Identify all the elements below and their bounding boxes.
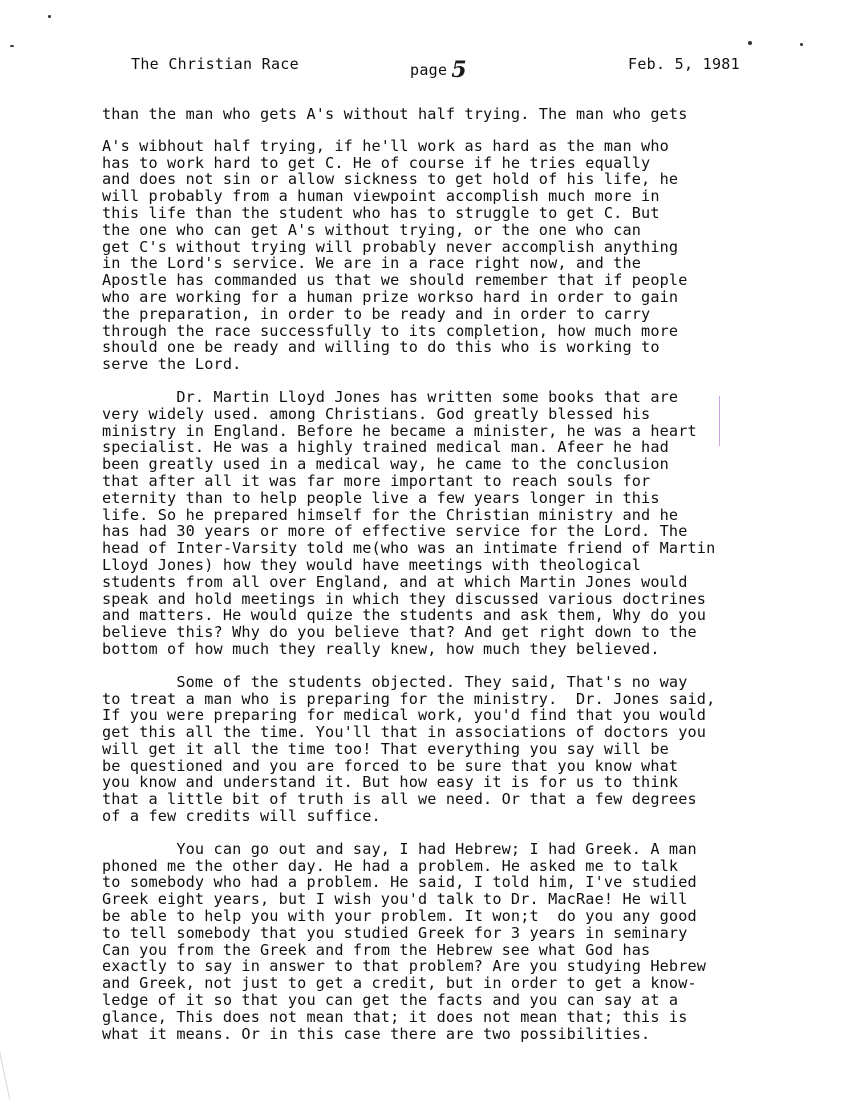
- paragraph-gap: [102, 658, 802, 674]
- text-line: the one who can get A's without trying, or the one who can: [102, 220, 642, 239]
- text-line: be able to help you with your problem. It won;t do you any good: [102, 907, 697, 926]
- text-line: Greek eight years, but I wish you'd talk to Dr. MacRae! He will: [102, 890, 688, 909]
- text-line: believe this? Why do you believe that? And get right down to the: [102, 623, 697, 642]
- ink-speck: [748, 41, 752, 45]
- text-line: be questioned and you are forced to be sure that you know what: [102, 756, 679, 775]
- text-line: been greatly used in a medical way, he came to the conclusion: [102, 455, 669, 474]
- text-line: who are working for a human prize workso hard in order to gain: [102, 287, 679, 306]
- text-line: Some of the students objected. They said, That's no way: [102, 672, 688, 691]
- paragraph: [102, 138, 802, 373]
- text-line: what it means. Or in this case there are two possibilities.: [102, 1024, 651, 1043]
- text-line: to treat a man who is preparing for the ministry. Dr. Jones said,: [102, 689, 716, 708]
- ink-speck: [10, 45, 14, 47]
- text-line: has to work hard to get C. He of course if he tries equally: [102, 153, 651, 172]
- text-line: get this all the time. You'll that in associations of doctors you: [102, 723, 707, 742]
- text-line: the preparation, in order to be ready and in order to carry: [102, 304, 651, 323]
- text-line: head of Inter-Varsity told me(who was an intimate friend of Martin: [102, 539, 716, 558]
- document-date: Feb. 5, 1981: [628, 55, 740, 73]
- text-line: ministry in England. Before he became a minister, he was a heart: [102, 421, 697, 440]
- text-line: that after all it was far more important to reach souls for: [102, 471, 651, 490]
- page-label: page: [410, 61, 448, 79]
- text-line: will probably from a human viewpoint accomplish much more in: [102, 187, 660, 206]
- scan-edge-line: [0, 1041, 10, 1100]
- text-line: this life than the student who has to struggle to get C. But: [102, 203, 660, 222]
- text-line: eternity than to help people live a few years longer in this: [102, 488, 660, 507]
- text-line: has had 30 years or more of effective service for the Lord. The: [102, 522, 688, 541]
- text-line: very widely used. among Christians. God greatly blessed his: [102, 404, 651, 423]
- text-line: should one be ready and willing to do this who is working to: [102, 338, 660, 357]
- text-line: Dr. Martin Lloyd Jones has written some books that are: [102, 387, 679, 406]
- text-line: will get it all the time too! That everything you say will be: [102, 739, 669, 758]
- text-line: get C's without trying will probably never accomplish anything: [102, 237, 679, 256]
- text-line: and Greek, not just to get a credit, but in order to get a know-: [102, 974, 697, 993]
- body-text: [102, 106, 802, 1042]
- text-line: students from all over England, and at which Martin Jones would: [102, 572, 688, 591]
- text-line: to tell somebody that you studied Greek for 3 years in seminary: [102, 923, 688, 942]
- text-line: A's wibhout half trying, if he'll work as hard as the man who: [102, 136, 669, 155]
- text-line: life. So he prepared himself for the Christian ministry and he: [102, 505, 679, 524]
- text-line: Lloyd Jones) how they would have meetings with theological: [102, 555, 642, 574]
- text-line: you know and understand it. But how easy it is for us to think: [102, 773, 679, 792]
- paragraph: [102, 106, 802, 123]
- text-line: Apostle has commanded us that we should remember that if people: [102, 271, 688, 290]
- text-line: specialist. He was a highly trained medical man. Afeer he had: [102, 438, 669, 457]
- text-line: to somebody who had a problem. He said, I told him, I've studied: [102, 873, 697, 892]
- ink-speck: [48, 15, 51, 18]
- page-number: 5: [451, 57, 467, 83]
- text-line: ledge of it so that you can get the facts and you can say at a: [102, 991, 679, 1010]
- text-line: If you were preparing for medical work, you'd find that you would: [102, 706, 707, 725]
- paragraph: [102, 389, 802, 658]
- text-line: in the Lord's service. We are in a race right now, and the: [102, 254, 642, 273]
- paragraph: [102, 841, 802, 1043]
- ink-speck: [800, 43, 803, 46]
- text-line: Can you from the Greek and from the Hebrew see what God has: [102, 940, 651, 959]
- text-line: than the man who gets A's without half trying. The man who gets: [102, 105, 688, 123]
- text-line: speak and hold meetings in which they discussed various doctrines: [102, 589, 707, 608]
- text-line: phoned me the other day. He had a problem. He asked me to talk: [102, 856, 679, 875]
- text-line: and does not sin or allow sickness to get hold of his life, he: [102, 170, 679, 189]
- text-line: and matters. He would quize the students and ask them, Why do you: [102, 606, 707, 625]
- text-line: bottom of how much they really knew, how much they believed.: [102, 639, 660, 658]
- paragraph-gap: [102, 373, 802, 389]
- document-title: The Christian Race: [131, 55, 299, 73]
- page-indicator: [410, 55, 467, 81]
- paragraph: [102, 674, 802, 825]
- text-line: You can go out and say, I had Hebrew; I had Greek. A man: [102, 839, 697, 858]
- text-line: that a little bit of truth is all we need. Or that a few degrees: [102, 790, 697, 809]
- text-line: through the race successfully to its completion, how much more: [102, 321, 679, 340]
- text-line: serve the Lord.: [102, 355, 242, 374]
- paragraph-gap: [102, 123, 802, 138]
- text-line: glance, This does not mean that; it does not mean that; this is: [102, 1007, 688, 1026]
- text-line: exactly to say in answer to that problem? Are you studying Hebrew: [102, 957, 707, 976]
- paragraph-gap: [102, 825, 802, 841]
- text-line: of a few credits will suffice.: [102, 807, 381, 826]
